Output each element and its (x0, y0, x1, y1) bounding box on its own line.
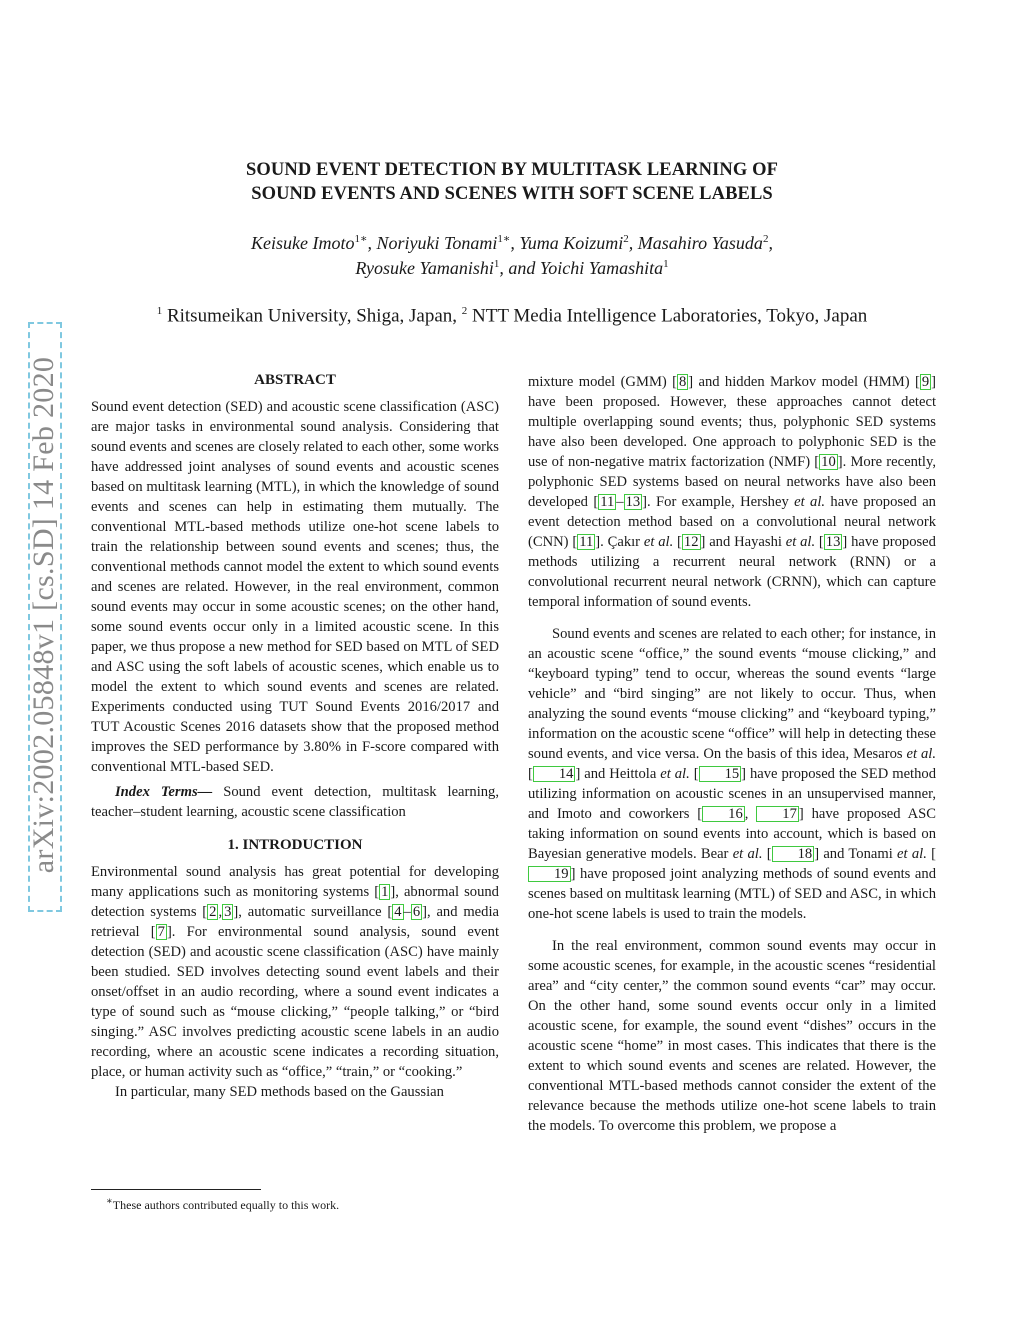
author-name: Masahiro Yasuda (637, 233, 763, 253)
text-run: ] and hidden Markov model (HMM) [ (688, 374, 920, 390)
text-run: [ (926, 846, 936, 862)
citation-link[interactable]: 19 (528, 866, 571, 882)
abstract-body: Sound event detection (SED) and acoustic scene classification (ASC) are major tasks in environmental sound analysis. Considering that sound events and scenes are closely related to each other, some works have addressed joint analyses of sound events and acoustic scenes based on multitask learning (MTL), in which the knowledge of sound events and scenes can help in estimating them mutually. The conventional MTL-based methods utilize one-hot scene labels to train the relationship between sound events and scenes; thus, the conventional methods cannot model the extent to which sound events and scenes are related. However, in the real environment, common sound events may occur in some acoustic scenes; on the other hand, some sound events occur only in a limited acoustic scene. In this paper, we thus propose a new method for SED based on MTL of SED and ASC using the soft labels of acoustic scenes, which enable us to model the extent to which sound events and scenes are related. Experiments conducted using TUT Sound Events 2016/2017 and TUT Acoustic Scenes 2016 datasets show that the proposed method improves the SED performance by 3.80% in F-score compared with conventional MTL-based SED. (91, 399, 499, 775)
text-run: [ (815, 534, 824, 550)
author-list-line-1 (0, 232, 1024, 254)
italic-text: et al. (906, 746, 936, 762)
text-run: ] have proposed joint analyzing methods of sound events and scenes based on multitask learning (MTL) of SED and ASC, in which one-hot scene labels is used to train the models. (528, 866, 936, 922)
citation-link[interactable]: 18 (772, 846, 815, 862)
text-run: – (403, 904, 411, 920)
arxiv-identifier[interactable]: arXiv:2002.05848v1 [cs.SD] 14 Feb 2020 (27, 356, 60, 874)
text-run: , (744, 806, 757, 822)
citation-link[interactable]: 12 (683, 534, 699, 550)
text-run: – (616, 494, 624, 510)
footnote (106, 1194, 339, 1213)
paper-title-line-1: SOUND EVENT DETECTION BY MULTITASK LEARNING OF (246, 160, 778, 180)
text-run: ] have been proposed. However, these approaches cannot detect multiple overlapping sound events; thus, polyphonic SED systems have also been developed. One approach to polyphonic SED is the use of non-negative matrix factorization (NMF) [ (528, 374, 936, 470)
text-run: ]. Çakır (595, 534, 644, 550)
citation-link[interactable]: 6 (412, 904, 421, 920)
citation-link[interactable]: 8 (679, 374, 687, 390)
text-run: ], and media retrieval [ (91, 904, 499, 940)
affiliations (0, 305, 1024, 327)
separator: , and (499, 258, 540, 278)
affiliation-mark: 2 (623, 233, 629, 245)
footnote-mark: ∗ (106, 1196, 113, 1207)
text-run: [ (762, 846, 772, 862)
affiliation-text: Ritsumeikan University, Shiga, Japan, (162, 305, 462, 327)
citation-link[interactable]: 10 (821, 454, 836, 470)
author-name: Keisuke Imoto (251, 233, 355, 253)
text-run: Sound events and scenes are related to each other; for instance, in an acoustic scene “office,” the sound events “mouse clicking,” and “keyboard typing” tend to occur, whereas the sound events “large vehicle” and “bird singing” are not likely to occur. Thus, when analyzing the sound events “mouse clicking” and “keyboard typing,” information on the acoustic scene “office” will help in detecting these sound events, and vice versa. On the basis of this idea, Mesaros (528, 626, 936, 762)
footnote-rule (91, 1189, 261, 1190)
affiliation-mark: 1 (156, 305, 163, 317)
citation-link[interactable]: 14 (533, 766, 576, 782)
text-run: ], automatic surveillance [ (233, 904, 393, 920)
author-name: Yuma Koizumi (519, 233, 624, 253)
text-run: [ (689, 766, 699, 782)
citation-link[interactable]: 2 (209, 904, 217, 920)
text-run: ] and Heittola (575, 766, 661, 782)
intro-paragraph-2-start: In particular, many SED methods based on the Gaussian (115, 1084, 444, 1100)
citation-link[interactable]: 17 (756, 806, 799, 822)
intro-paragraph-4: In the real environment, common sound events may occur in some acoustic scenes, for example, in the acoustic scenes “residential area” and “city center,” the common sound events “car” may occur. On the other hand, some sound events occur only in a limited acoustic scene, for example, the sound event “dishes” occurs in the acoustic scene “home” in most cases. This indicates that there is the extent to which sound events and scenes are related. However, the conventional MTL-based methods cannot consider the extent of the relevance because the methods utilize one-hot scene labels to train the models. To overcome this problem, we propose a (528, 938, 936, 1134)
text-run: ], abnormal sound detection systems [ (91, 884, 499, 920)
intro-paragraph-2-continued (528, 372, 936, 612)
introduction-heading: 1. INTRODUCTION (227, 837, 363, 853)
text-run: Environmental sound analysis has great potential for developing many applications such as monitoring systems [ (91, 864, 499, 900)
italic-text: et al. (794, 494, 826, 510)
text-run: ] and Tonami (814, 846, 898, 862)
italic-text: et al. (785, 534, 816, 550)
intro-paragraph-1 (91, 862, 499, 1082)
citation-link[interactable]: 11 (600, 494, 615, 510)
italic-text: et al. (897, 846, 927, 862)
citation-link[interactable]: 13 (825, 534, 841, 550)
author-list-line-2 (0, 258, 1024, 279)
citation-link[interactable]: 16 (702, 806, 745, 822)
citation-link[interactable]: 1 (381, 884, 389, 900)
separator: , (367, 233, 377, 253)
citation-link[interactable]: 9 (921, 374, 930, 390)
separator: , (510, 233, 520, 253)
index-terms-label: Index Terms— (115, 784, 213, 800)
footnote-text: These authors contributed equally to this work. (112, 1198, 340, 1212)
text-run: ]. For example, Hershey (642, 494, 795, 510)
author-name: Noriyuki Tonami (376, 233, 498, 253)
italic-text: et al. (643, 534, 674, 550)
author-name: Yoichi Yamashita (539, 258, 664, 278)
affiliation-mark: 1∗ (497, 233, 511, 245)
left-column (91, 370, 499, 1102)
citation-link[interactable]: 13 (625, 494, 641, 510)
text-run: [ (528, 766, 533, 782)
intro-paragraph-3 (528, 624, 936, 924)
text-run: [ (673, 534, 682, 550)
affiliation-mark: 2 (762, 233, 769, 245)
citation-link[interactable]: 3 (224, 904, 232, 920)
text-run: mixture model (GMM) [ (528, 374, 677, 390)
paper-title-line-2: SOUND EVENTS AND SCENES WITH SOFT SCENE LABELS (251, 184, 773, 204)
text-run: ]. More recently, polyphonic SED systems based on neural networks have also been developed [ (528, 454, 936, 510)
author-name: Ryosuke Yamanishi (355, 258, 494, 278)
affiliation-mark: 2 (461, 305, 468, 317)
separator: , (628, 233, 638, 253)
text-run: ] have proposed ASC taking information on sound events into account, which is based on Bayesian generative models. Bear (528, 806, 936, 862)
citation-link[interactable]: 11 (579, 534, 594, 550)
affiliation-mark: 1 (663, 258, 669, 270)
citation-link[interactable]: 7 (157, 924, 165, 940)
italic-text: et al. (660, 766, 690, 782)
text-run: ] have proposed the SED method utilizing information on acoustic scenes in an unsupervised manner, and Imoto and coworkers [ (528, 766, 936, 822)
text-run: have proposed an event detection method based on a convolutional neural network (CNN) [ (528, 494, 936, 550)
text-run: ]. For environmental sound analysis, sound event detection (SED) and acoustic scene classification (ASC) have mainly been studied. SED involves detecting sound event labels and their onset/offset in an audio recording, where a sound event indicates a type of sound such as “mouse clicking,” “people talking,” or “bird singing.” ASC involves predicting acoustic scene labels in an audio recording, where an acoustic scene indicates a recording situation, place, or human activity such as “office,” “train,” or “cooking.” (91, 924, 499, 1080)
citation-link[interactable]: 4 (394, 904, 402, 920)
abstract-heading: ABSTRACT (254, 372, 336, 388)
index-terms-text: Sound event detection, multitask learning, teacher–student learning, acoustic scene classification (91, 784, 499, 820)
affiliation-mark: 1 (493, 258, 500, 270)
text-run: , (218, 904, 223, 920)
index-terms (91, 782, 499, 822)
citation-link[interactable]: 15 (699, 766, 742, 782)
affiliation-mark: 1∗ (354, 233, 368, 245)
text-run: ] and Hayashi (700, 534, 786, 550)
italic-text: et al. (732, 846, 763, 862)
text-run: ] have proposed methods utilizing a recurrent neural network (RNN) or a convolutional recurrent neural network (CRNN), which can capture temporal information of sound events. (528, 534, 936, 610)
right-column (528, 372, 936, 1136)
affiliation-text: NTT Media Intelligence Laboratories, Tokyo, Japan (467, 305, 868, 327)
separator: , (768, 233, 773, 253)
